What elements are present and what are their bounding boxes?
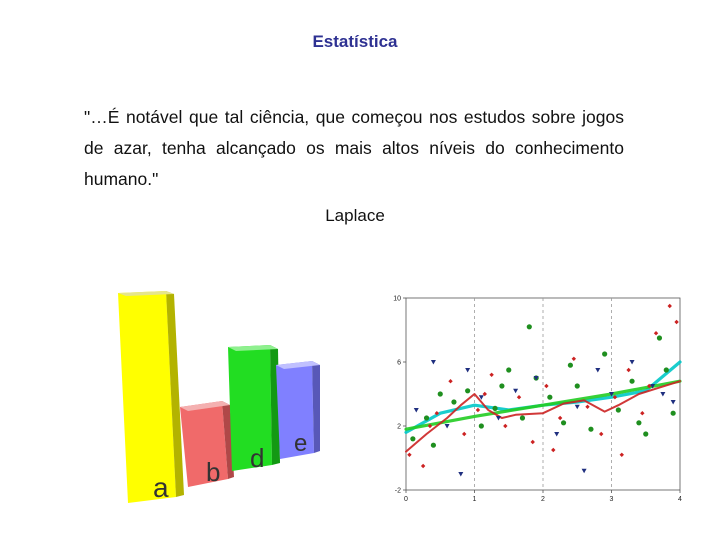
x-tick-label: 4	[678, 496, 682, 503]
bar-b-label: b	[206, 457, 221, 487]
data-point	[620, 453, 624, 457]
data-point	[544, 384, 548, 388]
bar-e	[276, 361, 320, 459]
data-point	[558, 416, 562, 420]
data-point	[561, 420, 566, 425]
data-point	[451, 399, 456, 404]
x-tick-label: 3	[609, 496, 614, 503]
bar-e-label: e	[294, 430, 308, 457]
bar-a	[118, 291, 184, 503]
data-point	[476, 408, 480, 412]
data-point	[513, 389, 518, 394]
bar-d-label: d	[250, 443, 265, 473]
data-point	[657, 335, 662, 340]
data-point	[602, 351, 607, 356]
data-point	[629, 379, 634, 384]
data-point	[496, 416, 501, 421]
data-point	[492, 406, 497, 411]
y-tick-label: -2	[394, 487, 401, 495]
quote-text: "…É notável que tal ciência, que começou nos estudos sobre jogos de azar, tenha alcançado os mais altos níveis do conhecimento humano."	[84, 107, 624, 189]
data-point	[517, 395, 521, 399]
bar-illustration	[110, 285, 330, 510]
scatter-plot	[388, 290, 688, 510]
data-point	[547, 395, 552, 400]
data-point	[654, 331, 658, 335]
data-point	[506, 367, 511, 372]
data-point	[458, 472, 463, 477]
y-tick-label: 6	[397, 359, 401, 367]
data-point	[585, 405, 589, 409]
data-point	[520, 415, 525, 420]
data-point	[572, 357, 576, 361]
data-point	[575, 405, 580, 410]
quote-author: Laplace	[325, 206, 385, 225]
data-point	[664, 367, 669, 372]
bar-d	[228, 345, 280, 473]
data-point	[668, 304, 672, 308]
data-point	[575, 383, 580, 388]
data-point	[503, 424, 507, 428]
data-point	[462, 432, 466, 436]
data-point	[671, 400, 676, 405]
data-point	[424, 415, 429, 420]
data-point	[582, 469, 587, 474]
data-point	[671, 411, 676, 416]
data-point	[640, 411, 644, 415]
data-point	[554, 432, 559, 437]
data-point	[660, 392, 665, 397]
bar-a-label: a	[153, 472, 169, 503]
data-point	[674, 320, 678, 324]
data-point	[643, 431, 648, 436]
data-point	[636, 420, 641, 425]
data-point	[626, 368, 630, 372]
x-tick-label: 2	[541, 496, 545, 503]
data-point	[531, 440, 535, 444]
data-point	[465, 368, 470, 373]
x-tick-label: 1	[472, 496, 477, 503]
data-point	[489, 373, 493, 377]
data-point	[595, 368, 600, 373]
data-point	[407, 453, 411, 457]
data-point	[551, 448, 555, 452]
data-point	[445, 424, 450, 429]
data-point	[448, 379, 452, 383]
slide-title: Estatística	[312, 32, 398, 51]
x-tick-label: 0	[404, 496, 408, 503]
data-point	[479, 423, 484, 428]
data-point	[438, 391, 443, 396]
data-point	[431, 443, 436, 448]
y-tick-label: 10	[393, 295, 401, 303]
data-point	[421, 464, 425, 468]
data-point	[568, 363, 573, 368]
data-point	[527, 324, 532, 329]
data-point	[616, 407, 621, 412]
data-point	[499, 383, 504, 388]
bar-b-front	[180, 401, 228, 487]
data-point	[410, 436, 415, 441]
data-point	[431, 360, 436, 365]
y-tick-label: 2	[397, 423, 401, 431]
bar-b	[180, 401, 234, 487]
data-point	[465, 388, 470, 393]
data-point	[599, 432, 603, 436]
data-point	[630, 360, 635, 365]
data-point	[588, 427, 593, 432]
data-point	[414, 408, 419, 413]
